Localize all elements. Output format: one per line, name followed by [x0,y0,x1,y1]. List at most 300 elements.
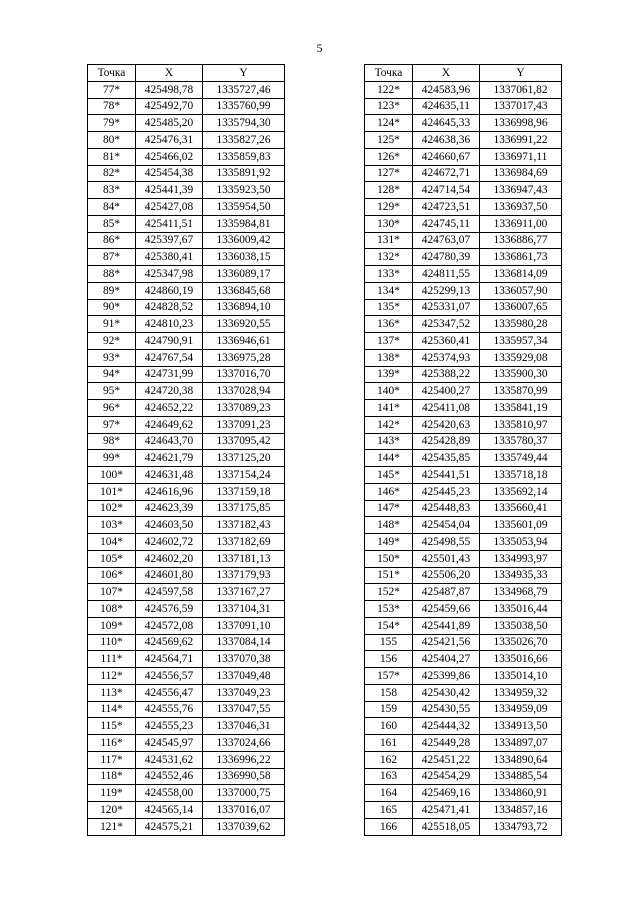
x-cell: 425399,86 [413,668,480,685]
point-cell: 151* [365,567,413,584]
header-x: X [413,65,480,82]
point-cell: 91* [88,316,136,333]
point-cell: 137* [365,333,413,350]
y-cell: 1336845,68 [203,282,285,299]
point-cell: 116* [88,735,136,752]
point-cell: 150* [365,550,413,567]
point-cell: 158 [365,684,413,701]
table-row [88,232,285,249]
point-cell: 78* [88,98,136,115]
x-cell: 425388,22 [413,366,480,383]
x-cell: 424602,20 [136,550,203,567]
y-cell: 1335954,50 [203,199,285,216]
point-cell: 145* [365,467,413,484]
table-row [88,802,285,819]
y-cell: 1337070,38 [203,651,285,668]
y-cell: 1337179,93 [203,567,285,584]
table-row [88,634,285,651]
point-cell: 95* [88,383,136,400]
table-row [88,517,285,534]
y-cell: 1337047,55 [203,701,285,718]
table-row [88,98,285,115]
table-row [88,333,285,350]
x-cell: 425487,87 [413,584,480,601]
x-cell: 425471,41 [413,802,480,819]
y-cell: 1335053,94 [480,534,562,551]
point-cell: 166 [365,818,413,835]
point-cell: 161 [365,735,413,752]
table-row [88,366,285,383]
y-cell: 1335727,46 [203,81,285,98]
x-cell: 425430,42 [413,684,480,701]
table-row [365,299,562,316]
x-cell: 424602,72 [136,534,203,551]
table-row [88,601,285,618]
table-row [88,349,285,366]
table-row [88,701,285,718]
x-cell: 424603,50 [136,517,203,534]
x-cell: 424564,71 [136,651,203,668]
x-cell: 425506,20 [413,567,480,584]
x-cell: 424672,71 [413,165,480,182]
x-cell: 425404,27 [413,651,480,668]
table-row [365,282,562,299]
point-cell: 100* [88,467,136,484]
y-cell: 1335980,28 [480,316,562,333]
point-cell: 164 [365,785,413,802]
table-row [88,433,285,450]
point-cell: 121* [88,818,136,835]
table-row [365,366,562,383]
point-cell: 83* [88,182,136,199]
y-cell: 1334968,79 [480,584,562,601]
y-cell: 1337016,07 [203,802,285,819]
point-cell: 92* [88,333,136,350]
x-cell: 425466,02 [136,148,203,165]
y-cell: 1336861,73 [480,249,562,266]
table-row [365,534,562,551]
point-cell: 143* [365,433,413,450]
table-row [88,132,285,149]
header-x: X [136,65,203,82]
table-row [365,148,562,165]
point-cell: 114* [88,701,136,718]
x-cell: 425427,08 [136,199,203,216]
x-cell: 424649,62 [136,416,203,433]
x-cell: 425435,85 [413,450,480,467]
table-row [365,266,562,283]
y-cell: 1337049,48 [203,668,285,685]
table-row [365,634,562,651]
x-cell: 425430,55 [413,701,480,718]
y-cell: 1337167,27 [203,584,285,601]
x-cell: 424810,23 [136,316,203,333]
point-cell: 115* [88,718,136,735]
point-cell: 153* [365,601,413,618]
table-row [365,81,562,98]
point-cell: 111* [88,651,136,668]
y-cell: 1336089,17 [203,266,285,283]
y-cell: 1336886,77 [480,232,562,249]
point-cell: 93* [88,349,136,366]
y-cell: 1336920,55 [203,316,285,333]
y-cell: 1334959,32 [480,684,562,701]
y-cell: 1337061,82 [480,81,562,98]
table-row [88,567,285,584]
point-cell: 119* [88,785,136,802]
y-cell: 1337104,31 [203,601,285,618]
x-cell: 425454,04 [413,517,480,534]
table-row [365,450,562,467]
y-cell: 1334993,97 [480,550,562,567]
y-cell: 1337046,31 [203,718,285,735]
point-cell: 89* [88,282,136,299]
x-cell: 425485,20 [136,115,203,132]
table-row [365,98,562,115]
point-cell: 148* [365,517,413,534]
y-cell: 1335660,41 [480,500,562,517]
table-row [365,701,562,718]
x-cell: 425448,83 [413,500,480,517]
y-cell: 1334959,09 [480,701,562,718]
table-row [88,818,285,835]
x-cell: 425411,08 [413,400,480,417]
y-cell: 1336975,28 [203,349,285,366]
y-cell: 1336996,22 [203,751,285,768]
y-cell: 1334793,72 [480,818,562,835]
y-cell: 1334897,07 [480,735,562,752]
table-row [88,316,285,333]
x-cell: 424660,67 [413,148,480,165]
y-cell: 1335780,37 [480,433,562,450]
x-cell: 425421,56 [413,634,480,651]
y-cell: 1337024,66 [203,735,285,752]
point-cell: 103* [88,517,136,534]
table-row [88,182,285,199]
x-cell: 425380,41 [136,249,203,266]
point-cell: 77* [88,81,136,98]
table-row [88,534,285,551]
x-cell: 424635,11 [413,98,480,115]
header-point: Точка [88,65,136,82]
table-row [88,148,285,165]
x-cell: 424616,96 [136,483,203,500]
table-row [365,467,562,484]
table-row [365,349,562,366]
table-row [88,768,285,785]
point-cell: 122* [365,81,413,98]
point-cell: 132* [365,249,413,266]
point-cell: 165 [365,802,413,819]
x-cell: 425454,29 [413,768,480,785]
x-cell: 424555,76 [136,701,203,718]
point-cell: 105* [88,550,136,567]
point-cell: 99* [88,450,136,467]
table-row [88,584,285,601]
point-cell: 106* [88,567,136,584]
point-cell: 141* [365,400,413,417]
point-cell: 133* [365,266,413,283]
point-cell: 139* [365,366,413,383]
x-cell: 425469,16 [413,785,480,802]
y-cell: 1334935,33 [480,567,562,584]
point-cell: 140* [365,383,413,400]
point-cell: 147* [365,500,413,517]
table-row [365,601,562,618]
x-cell: 425459,66 [413,601,480,618]
x-cell: 424572,08 [136,617,203,634]
table-header-row [365,65,562,82]
y-cell: 1334913,50 [480,718,562,735]
point-cell: 154* [365,617,413,634]
y-cell: 1337175,85 [203,500,285,517]
point-cell: 135* [365,299,413,316]
point-cell: 152* [365,584,413,601]
point-cell: 108* [88,601,136,618]
x-cell: 424745,11 [413,215,480,232]
page-number: 5 [316,41,323,55]
y-cell: 1335841,19 [480,400,562,417]
x-cell: 425449,28 [413,735,480,752]
x-cell: 424558,00 [136,785,203,802]
x-cell: 425444,32 [413,718,480,735]
point-cell: 101* [88,483,136,500]
y-cell: 1334890,64 [480,751,562,768]
table-row [88,751,285,768]
header-point: Точка [365,65,413,82]
point-cell: 146* [365,483,413,500]
table-row [365,333,562,350]
x-cell: 424545,97 [136,735,203,752]
point-cell: 104* [88,534,136,551]
x-cell: 424811,55 [413,266,480,283]
x-cell: 425441,89 [413,617,480,634]
y-cell: 1337089,23 [203,400,285,417]
x-cell: 425420,63 [413,416,480,433]
table-row [365,802,562,819]
point-cell: 96* [88,400,136,417]
y-cell: 1337049,23 [203,684,285,701]
table-row [365,199,562,216]
table-row [365,316,562,333]
x-cell: 424714,54 [413,182,480,199]
table-row [365,433,562,450]
x-cell: 425441,51 [413,467,480,484]
table-row [88,483,285,500]
point-cell: 79* [88,115,136,132]
point-cell: 160 [365,718,413,735]
point-cell: 110* [88,634,136,651]
table-row [365,383,562,400]
x-cell: 425451,22 [413,751,480,768]
point-cell: 129* [365,199,413,216]
point-cell: 82* [88,165,136,182]
y-cell: 1337016,70 [203,366,285,383]
table-row [88,718,285,735]
table-row [365,584,562,601]
y-cell: 1334857,16 [480,802,562,819]
table-row [365,785,562,802]
table-row [365,483,562,500]
table-row [88,81,285,98]
point-cell: 127* [365,165,413,182]
table-row [365,132,562,149]
y-cell: 1335827,26 [203,132,285,149]
y-cell: 1335601,09 [480,517,562,534]
y-cell: 1336998,96 [480,115,562,132]
table-row [88,684,285,701]
table-header-row [88,65,285,82]
y-cell: 1336984,69 [480,165,562,182]
header-y: Y [203,65,285,82]
table-row [88,282,285,299]
point-cell: 87* [88,249,136,266]
table-row [88,450,285,467]
table-row [365,617,562,634]
table-row [365,400,562,417]
coordinates-table-left [87,64,285,836]
x-cell: 424565,14 [136,802,203,819]
x-cell: 425476,31 [136,132,203,149]
x-cell: 425374,93 [413,349,480,366]
table-row [88,299,285,316]
x-cell: 424576,59 [136,601,203,618]
point-cell: 125* [365,132,413,149]
y-cell: 1335929,08 [480,349,562,366]
point-cell: 80* [88,132,136,149]
point-cell: 88* [88,266,136,283]
point-cell: 85* [88,215,136,232]
y-cell: 1336038,15 [203,249,285,266]
y-cell: 1335810,97 [480,416,562,433]
point-cell: 118* [88,768,136,785]
point-cell: 120* [88,802,136,819]
x-cell: 425299,13 [413,282,480,299]
y-cell: 1336894,10 [203,299,285,316]
y-cell: 1336007,65 [480,299,562,316]
table-row [365,668,562,685]
point-cell: 134* [365,282,413,299]
x-cell: 424623,39 [136,500,203,517]
x-cell: 424790,91 [136,333,203,350]
y-cell: 1334860,91 [480,785,562,802]
x-cell: 424569,62 [136,634,203,651]
table-row [88,115,285,132]
y-cell: 1335026,70 [480,634,562,651]
table-row [88,785,285,802]
x-cell: 425492,70 [136,98,203,115]
x-cell: 424720,38 [136,383,203,400]
x-cell: 424723,51 [413,199,480,216]
y-cell: 1337000,75 [203,785,285,802]
point-cell: 126* [365,148,413,165]
point-cell: 162 [365,751,413,768]
x-cell: 424731,99 [136,366,203,383]
y-cell: 1337028,94 [203,383,285,400]
y-cell: 1337154,24 [203,467,285,484]
x-cell: 425445,23 [413,483,480,500]
point-cell: 163 [365,768,413,785]
y-cell: 1335900,30 [480,366,562,383]
table-row [88,500,285,517]
table-row [88,266,285,283]
y-cell: 1335760,99 [203,98,285,115]
point-cell: 112* [88,668,136,685]
y-cell: 1335870,99 [480,383,562,400]
table-row [88,249,285,266]
y-cell: 1336971,11 [480,148,562,165]
point-cell: 157* [365,668,413,685]
x-cell: 424575,21 [136,818,203,835]
point-cell: 128* [365,182,413,199]
table-row [88,215,285,232]
y-cell: 1337159,18 [203,483,285,500]
y-cell: 1335794,30 [203,115,285,132]
x-cell: 425397,67 [136,232,203,249]
y-cell: 1336057,90 [480,282,562,299]
point-cell: 94* [88,366,136,383]
point-cell: 144* [365,450,413,467]
table-row [365,165,562,182]
table-row [88,668,285,685]
y-cell: 1335923,50 [203,182,285,199]
header-y: Y [480,65,562,82]
table-row [88,400,285,417]
table-row [88,165,285,182]
y-cell: 1336947,43 [480,182,562,199]
x-cell: 424556,57 [136,668,203,685]
table-row [365,818,562,835]
y-cell: 1337182,69 [203,534,285,551]
table-row [88,550,285,567]
x-cell: 424555,23 [136,718,203,735]
x-cell: 424767,54 [136,349,203,366]
x-cell: 424601,80 [136,567,203,584]
x-cell: 424643,70 [136,433,203,450]
point-cell: 156 [365,651,413,668]
x-cell: 425441,39 [136,182,203,199]
point-cell: 113* [88,684,136,701]
point-cell: 81* [88,148,136,165]
x-cell: 425498,78 [136,81,203,98]
point-cell: 86* [88,232,136,249]
x-cell: 424860,19 [136,282,203,299]
point-cell: 136* [365,316,413,333]
y-cell: 1337091,23 [203,416,285,433]
point-cell: 159 [365,701,413,718]
point-cell: 142* [365,416,413,433]
table-row [365,517,562,534]
point-cell: 109* [88,617,136,634]
y-cell: 1335014,10 [480,668,562,685]
y-cell: 1336009,42 [203,232,285,249]
y-cell: 1335016,66 [480,651,562,668]
table-row [365,232,562,249]
table-row [365,651,562,668]
x-cell: 424597,58 [136,584,203,601]
table-row [365,684,562,701]
x-cell: 424631,48 [136,467,203,484]
point-cell: 149* [365,534,413,551]
x-cell: 425501,43 [413,550,480,567]
y-cell: 1335957,34 [480,333,562,350]
point-cell: 117* [88,751,136,768]
table-row [365,182,562,199]
table-row [365,735,562,752]
y-cell: 1337181,13 [203,550,285,567]
x-cell: 425331,07 [413,299,480,316]
table-row [365,550,562,567]
